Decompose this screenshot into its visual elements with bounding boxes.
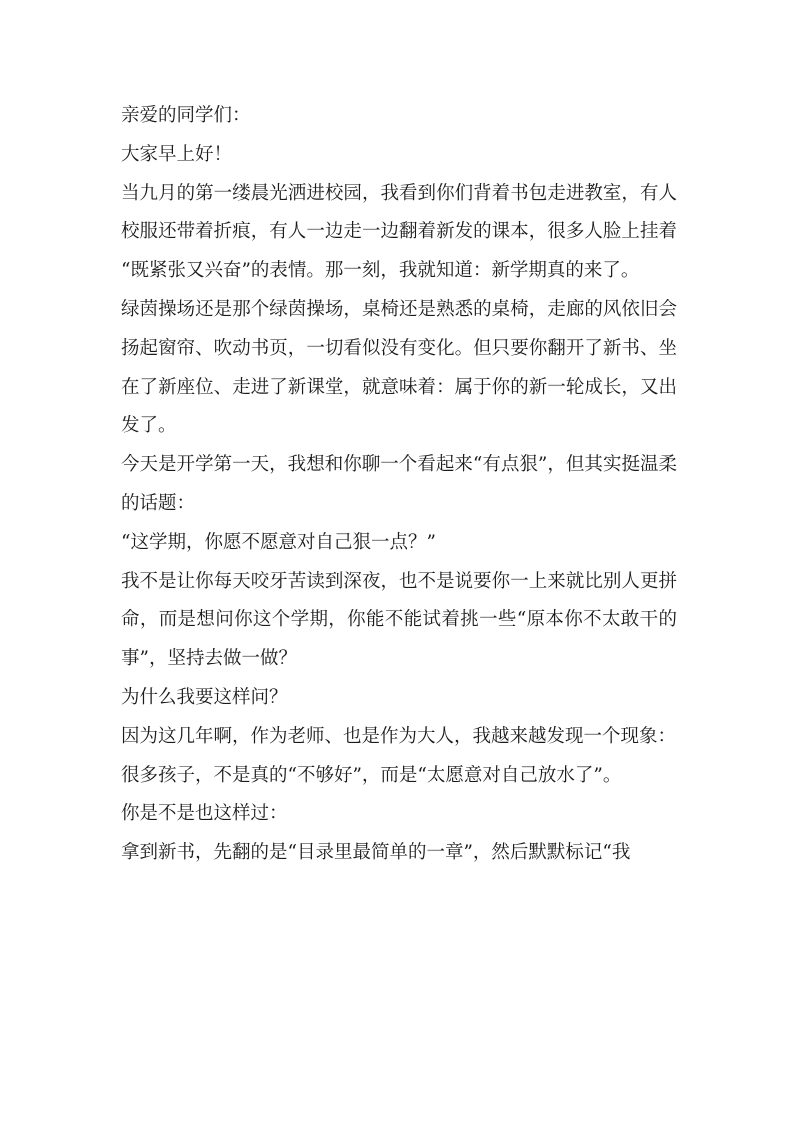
paragraph: 我不是让你每天咬牙苦读到深夜，也不是说要你一上来就比别人更拼命，而是想问你这个学期，你能不能试着挑一些“原本你不太敢干的事”，坚持去做一做？	[121, 570, 677, 670]
paragraph: 当九月的第一缕晨光洒进校园，我看到你们背着书包走进教室，有人校服还带着折痕，有人一边走一边翻着新发的课本，很多人脸上挂着“既紧张又兴奋”的表情。那一刻，我就知道：新学期真的来了。	[121, 182, 677, 282]
paragraph: 今天是开学第一天，我想和你聊一个看起来“有点狠”，但其实挺温柔的话题：	[121, 454, 677, 514]
paragraph: 因为这几年啊，作为老师、也是作为大人，我越来越发现一个现象：	[121, 725, 677, 747]
quoted-question: “这学期，你愿不愿意对自己狠一点？”	[121, 531, 436, 553]
document-body	[121, 97, 677, 873]
paragraph: 很多孩子，不是真的“不够好”，而是“太愿意对自己放水了”。	[121, 764, 622, 786]
salutation: 亲爱的同学们：	[121, 105, 251, 126]
paragraph: 拿到新书，先翻的是“目录里最简单的一章”，然后默默标记“我	[121, 842, 631, 864]
greeting: 大家早上好！	[121, 143, 233, 165]
paragraph: 你是不是也这样过：	[121, 803, 288, 825]
paragraph: 绿茵操场还是那个绿茵操场，桌椅还是熟悉的桌椅，走廊的风依旧会扬起窗帘、吹动书页，一切看似没有变化。但只要你翻开了新书、坐在了新座位、走进了新课堂，就意味着：属于你的新一轮成长，又出发了。	[121, 298, 677, 437]
paragraph: 为什么我要这样问？	[121, 686, 288, 708]
